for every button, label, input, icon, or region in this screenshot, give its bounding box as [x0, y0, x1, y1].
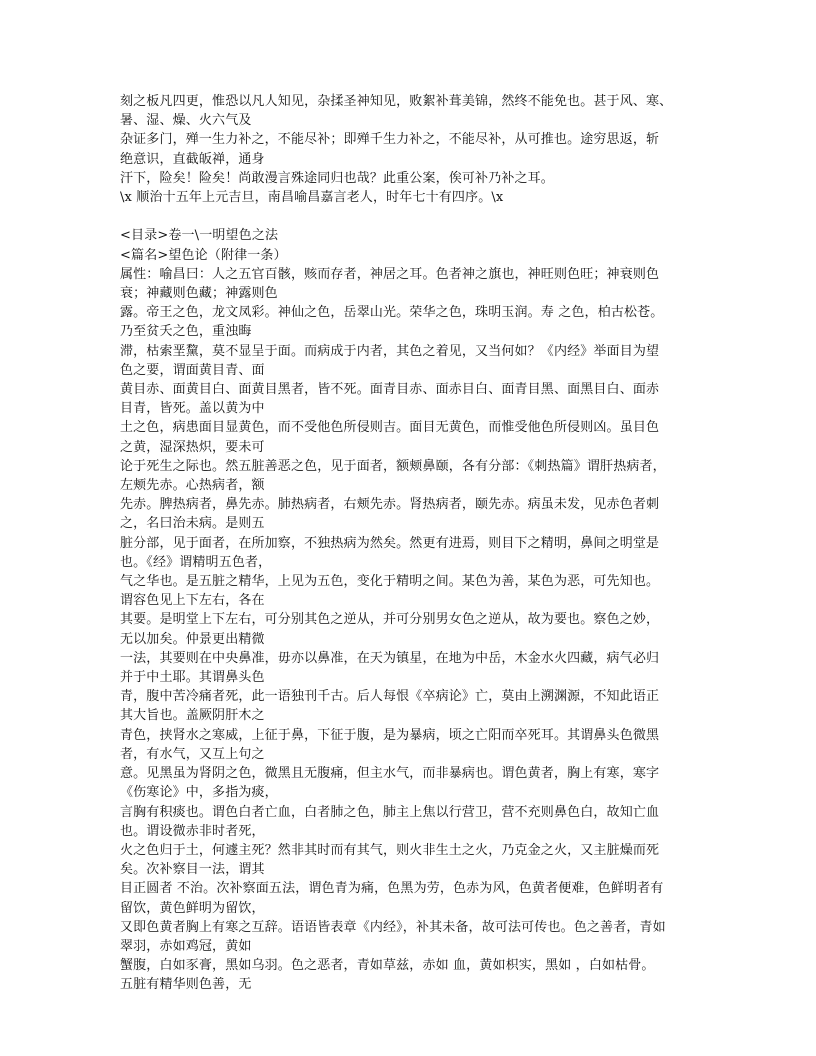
- text-line: 脏分部，见于面者，在所加察，不独热病为然矣。然更有进焉，则目下之精明，鼻间之明堂是: [120, 535, 660, 551]
- text-line: 一法，其要则在中央鼻准，毋亦以鼻准，在天为镇星，在地为中岳，木金水火四藏，病气必归: [120, 650, 660, 666]
- text-line: 暑、湿、燥、火六气及: [120, 113, 252, 129]
- text-line: 汗下，险矣！险矣！尚敢漫言殊途同归也哉？此重公案，俟可补乃补之耳。: [120, 170, 554, 186]
- document-page: [120, 92, 696, 995]
- text-line: 也。《经》谓精明五色者，: [120, 554, 272, 570]
- text-line: 色之要，谓面黄目青、面: [120, 362, 265, 378]
- text-line: 谓容色见上下左右，各在: [120, 593, 265, 609]
- text-line: 气之华也。是五脏之精华，上见为五色，变化于精明之间。某色为善，某色为恶，可先知也。: [120, 574, 660, 590]
- text-line: 言胸有积痰也。谓色白者亡血，白者肺之色，肺主上焦以行营卫，营不充则鼻色白，故知亡血: [120, 804, 660, 820]
- text-line: 火之色归于土，何遽主死？然非其时而有其气，则火非生土之火，乃克金之火，又主脏燥而死: [120, 842, 660, 858]
- text-line: 者，有水气，又互上句之: [120, 746, 265, 762]
- text-line: 目正圆者 不治。次补察面五法，谓色青为痛，色黑为劳，色赤为风，色黄者便难，色鲜明者有: [120, 881, 664, 897]
- text-line: 论于死生之际也。然五脏善恶之色，见于面者，额颊鼻颐，各有分部：《刺热篇》谓肝热病者，: [120, 458, 666, 474]
- blank-line: [120, 207, 696, 226]
- text-line: 其大旨也。盖厥阴肝木之: [120, 708, 265, 724]
- text-line: <篇名>望色论（附律一条）: [120, 247, 287, 263]
- text-line: 衰；神藏则色藏；神露则色: [120, 286, 278, 302]
- text-line: 刻之板凡四更，惟恐以凡人知见，杂揉圣神知见，败絮补葺美锦，然终不能免也。甚于风、寒、: [120, 94, 673, 109]
- text-line: 黄目赤、面黄目白、面黄目黑者，皆不死。面青目赤、面赤目白、面青目黑、面黑目白、面赤: [120, 382, 660, 398]
- text-line: 蟹腹，白如豕膏，黑如乌羽。色之恶者，青如草兹，赤如 血，黄如枳实，黑如 ，白如枯骨。: [120, 958, 655, 974]
- text-line: 乃至贫夭之色，重浊晦: [120, 324, 252, 340]
- text-line: <目录>卷一\一明望色之法: [120, 228, 279, 244]
- text-line: 土之色，病患面目显黄色，而不受他色所侵则吉。面目无黄色，而惟受他色所侵则凶。虽目色: [120, 420, 660, 436]
- text-line: 并于中土耶。其谓鼻头色: [120, 670, 265, 686]
- text-line: 露。帝王之色，龙文凤彩。神仙之色，岳翠山光。荣华之色，珠明玉润。寿 之色，柏古松苍。: [120, 305, 664, 321]
- text-line: 留饮，黄色鲜明为留饮，: [120, 900, 265, 916]
- text-line: 绝意识，直截皈禅，通身: [120, 151, 265, 167]
- text-line: 青，腹中苦冷痛者死，此一语独刊千古。后人每恨《卒病论》亡，莫由上溯渊源，不知此语正: [120, 689, 660, 705]
- text-line: 《伤寒论》中，多指为痰，: [120, 785, 278, 801]
- text-line: 无以加矣。仲景更出精微: [120, 631, 265, 647]
- text-line: 杂证多门，殚一生力补之，不能尽补；即殚千生力补之，不能尽补，从可推也。途穷思返，斩: [120, 132, 660, 148]
- text-line: 矣。次补察目一法，谓其: [120, 862, 265, 878]
- text-line: 意。见黑虽为肾阴之色，微黑且无腹痛，但主水气，而非暴病也。谓色黄者，胸上有寒，寒字: [120, 766, 660, 782]
- text-line: 滞，枯索垩黧，莫不显呈于面。而病成于内者，其色之着见，又当何如？《内经》举面目为望: [120, 343, 660, 359]
- text-line: 翠羽，赤如鸡冠，黄如: [120, 938, 252, 954]
- text-line: 先赤。脾热病者，鼻先赤。肺热病者，右颊先赤。肾热病者，颐先赤。病虽未发，见赤色者刺: [120, 497, 660, 513]
- text-line: 青色，挟肾水之寒威，上征于鼻，下征于腹，是为暴病，顷之亡阳而卒死耳。其谓鼻头色微黑: [120, 727, 660, 743]
- text-line: 左颊先赤。心热病者，额: [120, 478, 265, 494]
- text-line: 其要。是明堂上下左右，可分别其色之逆从，并可分别男女色之逆从，故为要也。察色之妙，: [120, 612, 660, 628]
- text-line: 五脏有精华则色善，无: [120, 977, 252, 993]
- text-line: 之，名曰治未病。是则五: [120, 516, 265, 532]
- text-line: 之黄，湿深热炽，要未可: [120, 439, 265, 455]
- text-line: 也。谓设微赤非时者死，: [120, 823, 265, 839]
- text-line: 属性：喻昌曰：人之五官百骸，赅而存者，神居之耳。色者神之旗也，神旺则色旺；神衰则色: [120, 266, 660, 282]
- text-line: 又即色黄者胸上有寒之互辞。语语皆表章《内经》，补其未备，故可法可传也。色之善者，青如: [120, 919, 666, 935]
- text-line: \x 顺治十五年上元吉旦，南昌喻昌嘉言老人，时年七十有四序。\x: [120, 190, 504, 206]
- text-line: 目青，皆死。盖以黄为中: [120, 401, 265, 417]
